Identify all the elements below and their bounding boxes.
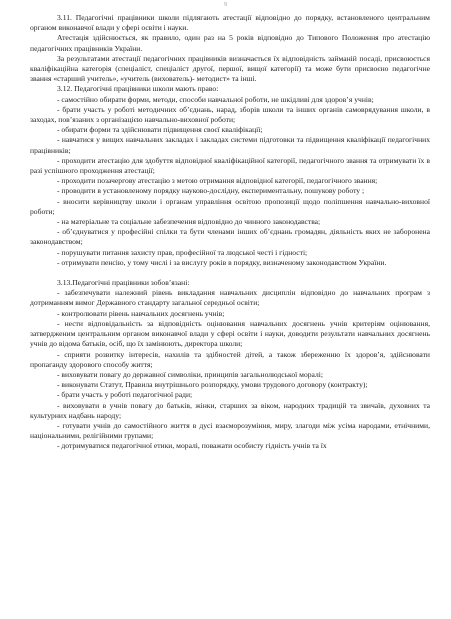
duties-list-item: - готувати учнів до самостійного життя в дусі взаєморозуміння, миру, злагоди між усіма народами, етнічними, національними, релігійними групами; (30, 420, 430, 441)
rights-list-item: - проводити в установленому порядку науково-дослідну, експериментальну, пошукову роботу ; (57, 186, 365, 196)
rights-list-item: - проходити позачергову атестацію з метою отримання відповідної категорії, педагогічного звання; (57, 176, 378, 186)
rights-list-item: - порушувати питання захисту прав, професійної та людської честі і гідності; (57, 247, 308, 257)
rights-list-item: - обирати форми та здійснювати підвищення своєї кваліфікації; (57, 125, 263, 135)
paragraph-3-13-heading: 3.13.Педагогічні працівники зобов’язані: (57, 278, 190, 288)
page-number: 9 (224, 2, 227, 8)
duties-list-item: - брати участь у роботі педагогічної ради; (57, 390, 193, 400)
paragraph-3-11: 3.11. Педагогічні працівники школи підлягають атестації відповідно до порядку, встановленого центральним органом виконавчої влади у сфері освіти і науки. (30, 13, 430, 33)
rights-list-item: - отримувати пенсію, у тому числі і за вислугу років в порядку, визначеному законодавством України. (57, 257, 387, 267)
paragraph-attestation-frequency: Атестація здійснюється, як правило, один раз на 5 років відповідно до Типового Положення про атестацію педагогічних працівників України. (30, 33, 430, 53)
document-body (30, 13, 430, 452)
duties-list-item: - нести відповідальність за відповідність оцінювання навчальних досягнень учнів критеріям оцінювання, затвердженим центральним органом виконавчої влади у сфері освіти і науки, доводити результати навчальних досягнень учнів до відома батьків, осіб, що їх замінюють, директора школи; (30, 318, 430, 349)
paragraph-attestation-results: За результатами атестації педагогічних працівників визначається їх відповідність займаній посаді, присвоюється кваліфікаційна категорія (спеціаліст, спеціаліст другої, першої, вищої категорії) та може бути присвоєно педагогічне звання «старший учитель», «учитель (вихователь)- методист» та інші. (30, 53, 430, 84)
duties-list-item: - виховувати в учнів повагу до батьків, жінки, старших за віком, народних традицій та звичаїв, духовних та культурних надбань народу; (30, 400, 430, 420)
paragraph-3-12-heading: 3.12. Педагогічні працівники школи мають право: (57, 84, 219, 94)
duties-list-item: - контролювати рівень навчальних досягнень учнів; (57, 308, 225, 318)
rights-list-item: - об’єднуватися у професійні спілки та бути членами інших об’єднань громадян, діяльність яких не заборонена законодавством; (30, 227, 430, 247)
rights-list-item: - проходити атестацію для здобуття відповідної кваліфікаційної категорії, педагогічного звання та отримувати їх в разі успішного проходження атестації; (30, 155, 430, 176)
duties-list-item: - виконувати Статут, Правила внутрішнього розпорядку, умови трудового договору (контракту); (57, 380, 368, 390)
rights-list-item: - самостійно обирати форми, методи, способи навчальної роботи, не шкідливі для здоров’я учнів; (57, 94, 374, 104)
duties-list-item: - забезпечувати належний рівень викладання навчальних дисциплін відповідно до навчальних програм з дотриманням вимог Державного стандарту загальної середньої освіти; (30, 288, 430, 308)
rights-list-item: - навчатися у вищих навчальних закладах і закладах системи підготовки та підвищення кваліфікації педагогічних працівників; (30, 135, 430, 155)
rights-list-item: - брати участь у роботі методичних об’єднань, нарад, зборів школи та інших органів самоврядування школи, в заходах, пов’язаних з організацією навчально-виховної роботи; (30, 104, 430, 125)
duties-list-item: - дотримуватися педагогічної етики, моралі, поважати особисту гідність учнів та їх (57, 441, 327, 451)
rights-list-item: - на матеріальне та соціальне забезпечення відповідно до чинного законодавства; (57, 217, 321, 227)
duties-list-item: - сприяти розвитку інтересів, нахилів та здібностей дітей, а також збереженню їх здоров’я, здійснювати пропаганду здорового способу життя; (30, 349, 430, 369)
duties-list-item: - виховувати повагу до державної символіки, принципів загальнолюдської моралі; (57, 369, 323, 379)
rights-list-item: - вносити керівництву школи і органам управління освітою пропозиції щодо поліпшення навчально-виховної роботи; (30, 196, 430, 216)
